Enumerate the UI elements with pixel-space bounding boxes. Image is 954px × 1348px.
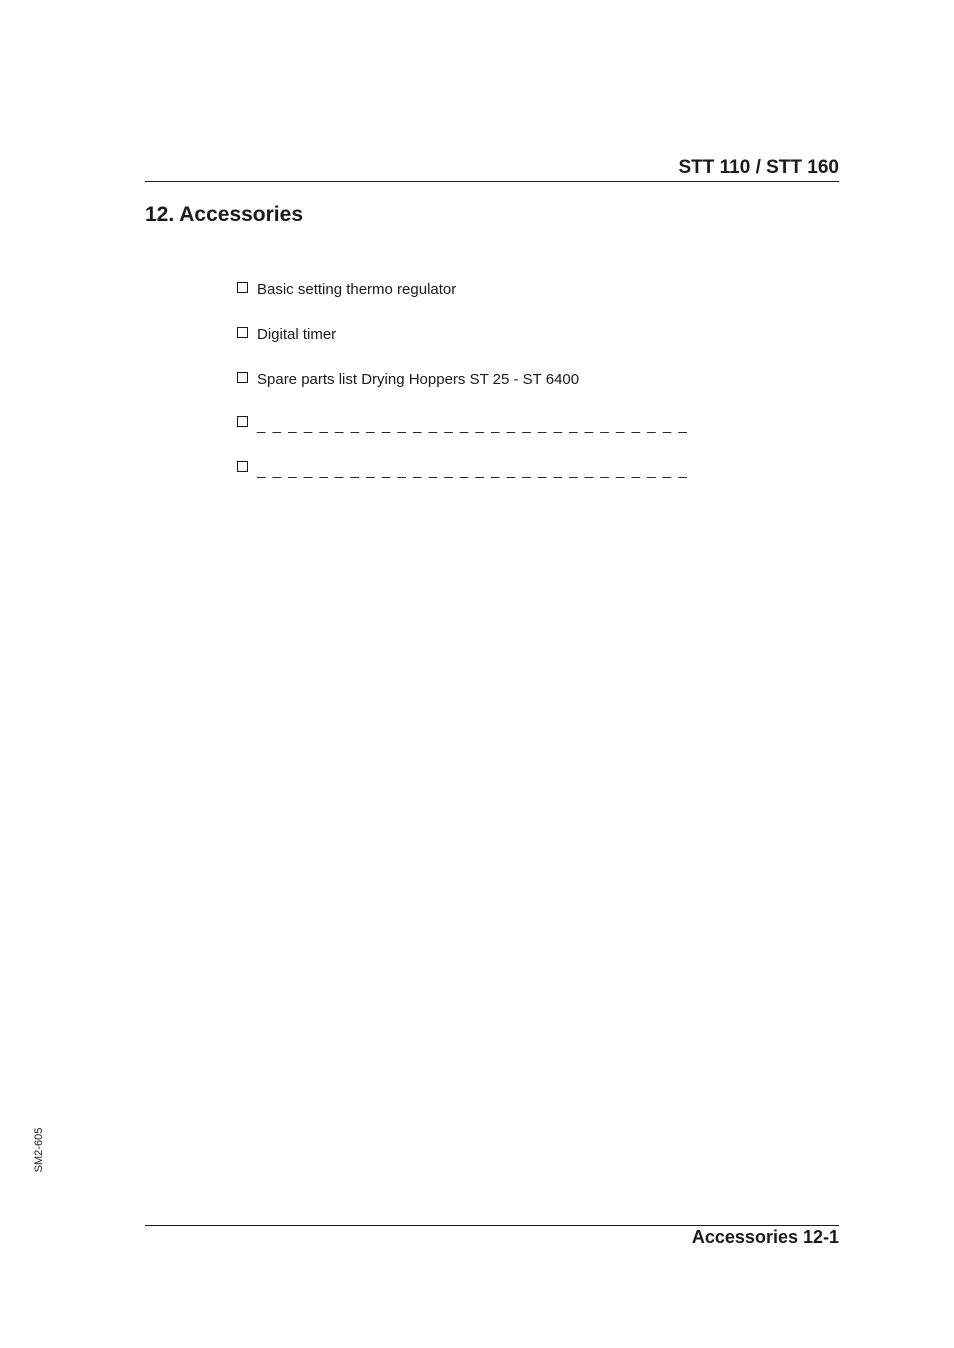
section-heading: 12. Accessories bbox=[145, 203, 304, 226]
checkbox-icon[interactable] bbox=[237, 282, 248, 293]
accessory-item bbox=[237, 324, 336, 344]
accessory-item-blank bbox=[237, 458, 688, 478]
document-code: SM2-605 bbox=[33, 1127, 45, 1173]
header-divider bbox=[145, 181, 839, 182]
blank-fill-line: _ _ _ _ _ _ _ _ _ _ _ _ _ _ _ _ _ _ _ _ _ _ _ _ _ _ _ _ bbox=[257, 461, 689, 479]
checkbox-icon[interactable] bbox=[237, 372, 248, 383]
page-footer-title: Accessories 12-1 bbox=[691, 1227, 839, 1247]
accessory-item-label: Digital timer bbox=[257, 325, 337, 343]
accessory-item-blank bbox=[237, 413, 688, 433]
checkbox-icon[interactable] bbox=[237, 461, 248, 472]
accessory-item-label: Spare parts list Drying Hoppers ST 25 - ST 6400 bbox=[257, 370, 580, 388]
footer-divider bbox=[145, 1225, 839, 1226]
blank-fill-line: _ _ _ _ _ _ _ _ _ _ _ _ _ _ _ _ _ _ _ _ _ _ _ _ _ _ _ _ bbox=[257, 416, 689, 434]
checkbox-icon[interactable] bbox=[237, 327, 248, 338]
document-header-title: STT 110 / STT 160 bbox=[678, 157, 839, 178]
checkbox-icon[interactable] bbox=[237, 416, 248, 427]
accessory-item bbox=[237, 369, 579, 389]
accessory-item-label: Basic setting thermo regulator bbox=[257, 280, 457, 298]
accessory-item bbox=[237, 279, 456, 299]
